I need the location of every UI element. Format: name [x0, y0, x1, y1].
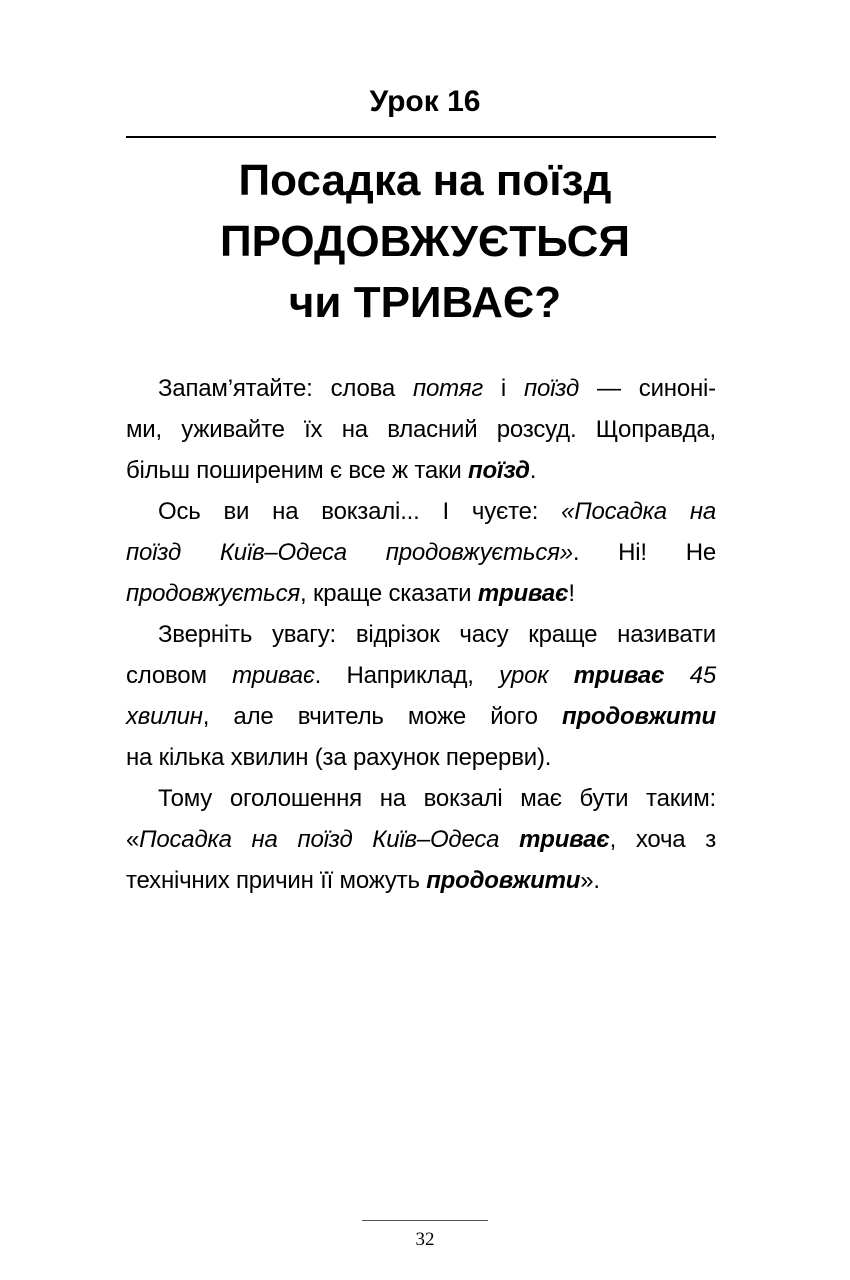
emphasized-term: продовжити	[426, 867, 581, 894]
text-line	[126, 860, 716, 901]
title-line-1: Посадка на поїзд	[238, 156, 612, 205]
text-run: і	[482, 375, 525, 402]
text-line	[126, 655, 716, 696]
text-line	[126, 409, 716, 450]
text-run: ми, уживайте їх на власний розсуд. Щоправда,	[126, 416, 716, 443]
text-run: . Ні! Не	[572, 539, 716, 566]
text-run: Ось ви на вокзалі... І чуєте:	[158, 498, 562, 525]
emphasized-term: продовжити	[562, 703, 716, 730]
text-run: , краще сказати	[300, 580, 478, 607]
emphasized-term: триває	[573, 662, 665, 689]
text-run: !	[568, 580, 575, 607]
emphasized-term: поїзд	[468, 457, 530, 484]
page-number: 32	[415, 1229, 435, 1250]
italic-text: поїзд Київ–Одеса продовжується»	[126, 539, 573, 566]
italic-text: Посадка на поїзд Київ–Одеса	[139, 826, 520, 853]
text-run: «	[126, 826, 140, 853]
emphasized-term: триває	[519, 826, 610, 853]
title-line-2: ПРОДОВЖУЄТЬСЯ	[219, 217, 631, 266]
emphasized-term: триває	[477, 580, 569, 607]
page-title	[100, 150, 750, 333]
italic-text: поїзд	[524, 375, 580, 402]
lesson-label: Урок 16	[369, 85, 481, 118]
text-run: , але вчитель може його	[202, 703, 562, 730]
italic-text: продовжується	[126, 580, 301, 607]
text-line	[126, 696, 716, 737]
text-line	[126, 532, 716, 573]
text-run: . Наприклад,	[314, 662, 500, 689]
italic-text: 45	[664, 662, 717, 689]
text-line	[126, 450, 716, 491]
italic-text: «Посадка на	[561, 498, 716, 525]
paragraph	[126, 368, 716, 491]
paragraph	[126, 614, 716, 778]
text-line	[126, 614, 716, 655]
text-run: словом	[126, 662, 233, 689]
text-line	[126, 368, 716, 409]
text-run: Зверніть увагу: відрізок часу краще називати	[158, 621, 716, 648]
italic-text: триває	[232, 662, 315, 689]
text-run: більш поширеним є все ж таки	[126, 457, 469, 484]
text-run: ».	[580, 867, 600, 894]
body-text	[126, 368, 716, 901]
text-line	[126, 737, 716, 778]
italic-text: потяг	[413, 375, 483, 402]
text-line	[126, 491, 716, 532]
footer-divider	[362, 1220, 488, 1221]
text-run: на кілька хвилин (за рахунок перерви).	[126, 744, 552, 771]
text-line	[126, 778, 716, 819]
text-run: .	[529, 457, 537, 484]
paragraph	[126, 778, 716, 901]
text-run: технічних причин її можуть	[126, 867, 427, 894]
italic-text: хвилин	[126, 703, 203, 730]
paragraph	[126, 491, 716, 614]
title-divider	[126, 136, 716, 138]
title-line-3: чи ТРИВАЄ?	[288, 278, 562, 327]
italic-text: урок	[499, 662, 574, 689]
text-run: Запам’ятайте: слова	[158, 375, 414, 402]
text-line	[126, 573, 716, 614]
text-run: Тому оголошення на вокзалі має бути таким:	[158, 785, 716, 812]
text-run: — синоні-	[579, 375, 716, 402]
text-run: , хоча з	[609, 826, 716, 853]
text-line	[126, 819, 716, 860]
